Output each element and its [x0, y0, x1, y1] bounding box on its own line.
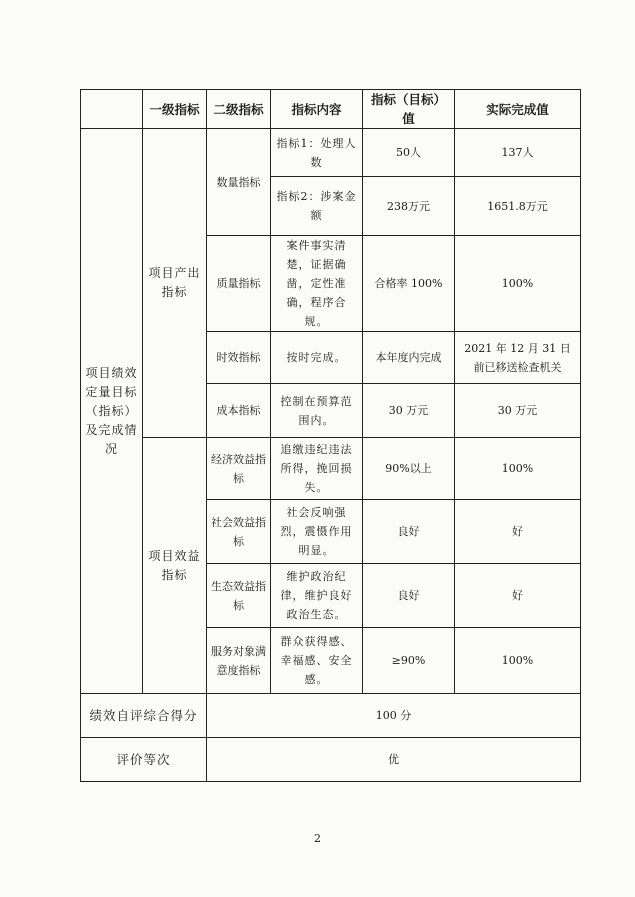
score-label: 绩效自评综合得分: [81, 694, 207, 738]
content-cell: 追缴违纪违法所得，挽回损失。: [271, 438, 363, 500]
header-blank-cell: [81, 90, 143, 129]
header-actual: 实际完成值: [455, 90, 581, 129]
grade-label: 评价等次: [81, 738, 207, 782]
section-label: 项目绩效定量目标（指标）及完成情况: [81, 129, 143, 694]
target-cell: 50人: [363, 129, 455, 177]
content-cell: 控制在预算范围内。: [271, 384, 363, 438]
target-cell: 本年度内完成: [363, 332, 455, 384]
actual-cell: 好: [455, 500, 581, 564]
header-level2: 二级指标: [207, 90, 271, 129]
level2-ecological: 生态效益指标: [207, 564, 271, 628]
header-level1: 一级指标: [143, 90, 207, 129]
target-cell: 良好: [363, 564, 455, 628]
target-cell: 良好: [363, 500, 455, 564]
level2-social: 社会效益指标: [207, 500, 271, 564]
actual-cell: 100%: [455, 438, 581, 500]
target-cell: 30 万元: [363, 384, 455, 438]
header-row: [81, 90, 581, 129]
content-cell: 案件事实清楚，证据确凿，定性准确，程序合规。: [271, 236, 363, 332]
performance-table: [80, 89, 581, 782]
actual-cell: 1651.8万元: [455, 177, 581, 236]
summary-row: [81, 738, 581, 782]
actual-cell: 100%: [455, 628, 581, 694]
table-row: [81, 438, 581, 500]
actual-cell: 137人: [455, 129, 581, 177]
content-cell: 指标2：涉案金额: [271, 177, 363, 236]
actual-cell: 30 万元: [455, 384, 581, 438]
level2-satisfaction: 服务对象满意度指标: [207, 628, 271, 694]
content-cell: 社会反响强烈，震慑作用明显。: [271, 500, 363, 564]
page-number: 2: [314, 832, 321, 845]
header-target: 指标（目标）值: [363, 90, 455, 129]
level1-output: 项目产出指标: [143, 129, 207, 438]
score-value: 100 分: [207, 694, 581, 738]
target-cell: 合格率 100%: [363, 236, 455, 332]
actual-cell: 100%: [455, 236, 581, 332]
level2-quantity: 数量指标: [207, 129, 271, 236]
level2-quality: 质量指标: [207, 236, 271, 332]
target-cell: 238万元: [363, 177, 455, 236]
table-row: [81, 129, 581, 177]
content-cell: 维护政治纪律，维护良好政治生态。: [271, 564, 363, 628]
actual-cell: 2021 年 12 月 31 日前已移送检查机关: [455, 332, 581, 384]
target-cell: ≥90%: [363, 628, 455, 694]
content-cell: 群众获得感、幸福感、安全感。: [271, 628, 363, 694]
content-cell: 指标1：处理人数: [271, 129, 363, 177]
grade-value: 优: [207, 738, 581, 782]
level1-benefit: 项目效益指标: [143, 438, 207, 694]
level2-cost: 成本指标: [207, 384, 271, 438]
level2-economic: 经济效益指标: [207, 438, 271, 500]
content-cell: 按时完成。: [271, 332, 363, 384]
actual-cell: 好: [455, 564, 581, 628]
header-content: 指标内容: [271, 90, 363, 129]
summary-row: [81, 694, 581, 738]
target-cell: 90%以上: [363, 438, 455, 500]
level2-timeliness: 时效指标: [207, 332, 271, 384]
